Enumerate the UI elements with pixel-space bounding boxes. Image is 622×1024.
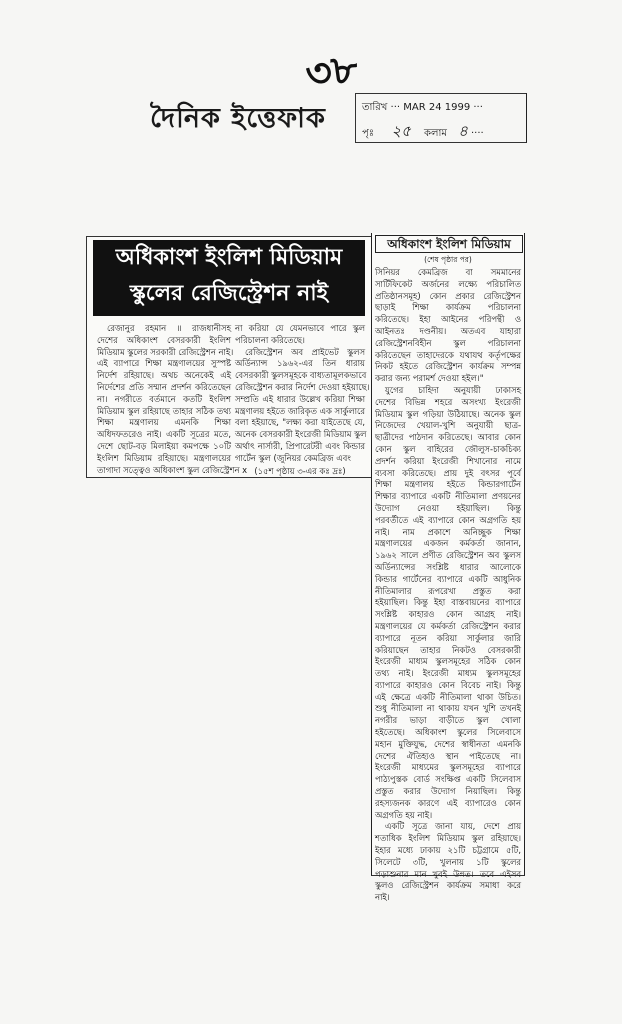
text-line: অর্থাৎ নার্সারী, প্রিপারেটরী এবং কিন্ডার — [235, 440, 365, 451]
text-line: মন্ত্রণালয়ের একজন কর্মকর্তা জানান, — [375, 538, 521, 549]
text-line: ১৯৬২ সালে প্রণীত রেজিস্ট্রেশন অব স্কুলস — [375, 550, 521, 561]
text-line: এই ব্যাপারে শিক্ষা মন্ত্রণালয়ের সুস্পষ্ট — [97, 358, 231, 369]
stamp-date-label: তারিখ — [362, 102, 388, 113]
stamp-column-value: ৪ — [458, 122, 468, 140]
stamp-page-label: পৃঃ — [362, 128, 375, 139]
continuation-heading: অধিকাংশ ইংলিশ মিডিয়াম — [375, 235, 523, 253]
text-line: এই ক্ষেত্রে একটি নীতিমালা থাকা উচিত। — [375, 691, 521, 702]
article-clipping — [86, 236, 372, 478]
text-line: করার জন্য পরামর্শ দেওয়া হইল।" — [375, 373, 484, 384]
text-line: প্রদর্শন করিয়া ইংরেজী শিখানোর নামে — [375, 455, 521, 466]
text-line: দেশের অধিকাংশ বেসরকারী ইংলিশ — [97, 334, 231, 345]
continuation-clipping — [371, 233, 525, 903]
text-line: করিতেছে। ইহা আইনের পরিপন্থী ও — [375, 314, 521, 325]
text-line: ইংরেজী মাধ্যমের স্কুলসমূহের ব্যাপারে — [375, 762, 521, 773]
stamp-date-value: MAR 24 1999 — [403, 102, 471, 113]
text-line: পাঠ্যপুস্তক বোর্ড সংক্ষিপ্ত একটি সিলেবাস — [375, 774, 521, 785]
text-line: তথ্য নাই। ইংরেজী মাধ্যম স্কুলসমূহের — [375, 668, 521, 679]
text-line: অগ্রগতি হয় নাই। — [375, 809, 433, 820]
continuation-note: (শেষ পৃষ্ঠার পর) — [424, 255, 472, 264]
text-line: রেজিস্ট্রেশনবিহীন স্কুল পরিচালনা — [375, 337, 521, 348]
text-line: নির্দেশ রহিয়াছে। অথচ অনেকেই এই — [97, 370, 231, 381]
text-line: ব্যাপারে কাহারও কোন বিবেচ নাই। কিন্তু — [375, 679, 521, 690]
text-line: কিন্ডার গার্টেনের ব্যাপারে একটি আধুনিক — [375, 573, 521, 584]
text-line: দেশের বিভিন্ন শহরে অসংখ্য ইংরেজী — [375, 396, 521, 407]
text-line: বেসরকারী স্কুলসমূহকে বাধ্যতামূলকভাবে — [235, 370, 367, 381]
text-line: উদ্যোগ নেওয়া হইয়াছিল। কিন্তু — [375, 502, 521, 513]
text-line: না করিয়া যে যেমনভাবে পারে স্কুল — [235, 323, 365, 333]
text-line: অর্ডিন্যান্সের সংশ্লিষ্ট ধারার আলোকে — [375, 561, 521, 572]
text-line: রেজিস্ট্রেশন অব প্রাইভেট স্কুলস — [245, 346, 365, 357]
jump-note: (১৫শ পৃষ্ঠায় ৩-এর কঃ দ্রঃ) — [254, 465, 346, 476]
text-line: করিয়াছেন তাহার নিকটও বেসরকারী — [375, 644, 521, 655]
text-line: অধিদফতরেও নাই। একটি সূত্রের মতে, — [97, 429, 231, 440]
text-line: আইনতঃ দণ্ডনীয়। অতএব যাহারা — [375, 325, 521, 336]
text-line: ছাড়াই শিক্ষা কার্যক্রম পরিচালনা — [375, 302, 521, 313]
text-line: প্রতিষ্ঠানসমূহ) কোন প্রকার রেজিস্ট্রেশন — [375, 290, 521, 301]
text-line: মন্ত্রণালয় হইতে জারিকৃত এক সার্কুলারে — [235, 405, 365, 416]
text-line: রেজানুর রহমান ॥ রাজধানীসহ — [107, 323, 231, 333]
text-line: একটি সূত্রে জানা যায়, দেশে প্রায় — [385, 821, 521, 832]
text-line: ব্যাপারে নূতন করিয়া সার্কুলার জারি — [375, 632, 521, 643]
text-line: সিলেটে ৩টি, খুলনায় ১টি স্কুলের — [375, 856, 521, 867]
text-line: নিজেদের খেয়াল-খুশি অনুযায়ী ছাত্র- — [375, 420, 521, 431]
text-line: কোন স্কুল বাহিরের জৌলুস-চাকচিক্য — [375, 443, 521, 454]
text-line: পড়াশুনার মান খুবই উন্নত। তবে এইসব — [375, 868, 521, 879]
text-line: শতাধিক ইংলিশ মিডিয়াম স্কুল রহিয়াছে। — [375, 833, 521, 844]
paragraph — [375, 821, 521, 904]
text-line: নগরীর ভাড়া বাড়ীতে স্কুল খোলা — [375, 715, 521, 726]
text-line: সিনিয়র কেমব্রিজ বা সমমানের — [375, 267, 521, 277]
stamp-date-row: তারিখ ··· MAR 24 1999 ··· — [362, 102, 483, 113]
text-line: ইংলিশ মিডিয়াম রহিয়াছে। মন্ত্রণালয়ের — [97, 452, 231, 463]
text-line: ইংরেজী মাধ্যম স্কুলসমূহের সঠিক কোন — [375, 656, 521, 667]
headline-line-1: অধিকাংশ ইংলিশ মিডিয়াম — [115, 245, 343, 270]
text-line: অনেক বেসরকারী ইংরেজী মিডিয়াম স্কুল — [235, 429, 367, 440]
article-headline — [93, 240, 365, 316]
text-line: ব্যবসা করিতেছে। প্রায় দুই বৎসর পূর্বে — [375, 467, 521, 478]
text-line: তাগাদা সত্ত্বেও অধিকাংশ স্কুল রেজিস্ট্রেশন x — [97, 464, 248, 475]
text-line: মন্ত্রণালয়ের যে কর্মকর্তা রেজিস্ট্রেশন করার — [375, 620, 521, 631]
text-line: ছাত্রীদের পাঠদান করিতেছে। আবার কোন — [375, 432, 521, 443]
text-line: ইহার মধ্যে ঢাকায় ২১টি চট্টগ্রামে ৫টি, — [375, 845, 521, 856]
headline-line-2: স্কুলের রেজিস্ট্রেশন নাই — [129, 281, 329, 306]
text-line: বলা হইয়াছে, "লক্ষ্য করা যাইতেছে যে, — [235, 417, 365, 428]
stamp-page-value: ২৫ — [391, 122, 411, 140]
text-line: নীতিমালার রূপরেখা প্রস্তুত করা — [375, 585, 521, 596]
text-line: মিডিয়াম স্কুল রহিয়াছে তাহার সঠিক তথ্য — [97, 405, 231, 416]
text-line: শিক্ষার ব্যাপারে একটি নীতিমালা প্রণয়নের — [375, 491, 521, 502]
text-line: সার্টিফিকেট অর্জনের লক্ষ্যে পরিচালিত — [375, 278, 521, 289]
text-line: পরিচালনা করিতেছে। — [235, 334, 305, 345]
paragraph — [97, 323, 248, 476]
text-line: নাই। নাম প্রকাশে অনিচ্ছুক শিক্ষা — [375, 526, 521, 537]
text-line: প্রস্তুত করার উদ্যোগ নিয়াছিল। কিন্তু — [375, 786, 521, 797]
text-line: রহস্যজনক কারণে এই ব্যাপারেও কোন — [375, 797, 521, 808]
clipping-date-stamp — [355, 93, 527, 143]
article-column-1 — [97, 323, 248, 476]
text-line: মিডিয়াম স্কুলের সরকারী রেজিস্ট্রেশন নাই। — [97, 346, 234, 357]
paragraph — [235, 323, 365, 347]
text-line: সংশ্লিষ্ট কাহারও কোন আগ্রহ নাই। — [375, 609, 521, 620]
article-column-2 — [235, 323, 370, 477]
paragraph — [375, 385, 521, 821]
text-line: না। নগরীতে বর্তমানে কতটি ইংলিশ — [97, 393, 231, 404]
text-line: নাই। — [375, 892, 390, 903]
paragraph — [235, 346, 370, 465]
text-line: রেজিস্ট্রেশন করার নির্দেশ দেওয়া হইয়াছে। — [235, 381, 370, 392]
text-line: গার্টেন স্কুল (জুনিয়র কেমব্রিজ এবং — [235, 452, 351, 463]
text-line: হইতেছে। অধিকাংশ স্কুলের সিলেবাসে — [375, 727, 521, 738]
text-line: হইয়াছিল। কিন্তু ইহা বাস্তবায়নের ব্যাপারে — [375, 597, 521, 608]
paragraph — [375, 267, 521, 385]
text-line: অর্ডিন্যান্স ১৯৬২-এর তিন ধারায় — [235, 358, 365, 369]
text-line: শুধু নীতিমালা না থাকায় যখন খুশি তখনই — [375, 703, 521, 714]
handwritten-folio-number: ৩৮ — [302, 44, 361, 99]
text-line: পরবর্তীতে এই ব্যাপারে কোন অগ্রগতি হয় — [375, 514, 521, 525]
text-line: নিকট হইতে রেজিস্ট্রেশন কার্যক্রম সম্পন্ন — [375, 361, 521, 372]
text-line: যুগের চাহিদা অনুযায়ী ঢাকাসহ — [385, 384, 521, 395]
text-line: দেশের ঐতিহ্যও স্থান পাইতেছে না। — [375, 750, 521, 761]
text-line: শিক্ষা মন্ত্রণালয় এমনকি শিক্ষা — [97, 417, 231, 428]
text-line: স্কুলও রেজিস্ট্রেশন কার্যক্রম সমাধা করে — [375, 880, 521, 891]
stamp-column-label: কলাম — [424, 128, 447, 139]
text-line: নির্দেশের প্রতি সম্মান প্রদর্শন করিতেছেন — [97, 381, 231, 392]
newspaper-masthead: দৈনিক ইত্তেফাক — [150, 103, 326, 134]
text-line: মিডিয়াম স্কুল গড়িয়া উঠিয়াছে। অনেক স্কুল — [375, 408, 521, 419]
stamp-page-row: পৃঃ ২৫ কলাম ৪ ···· — [362, 122, 484, 140]
continuation-column — [375, 267, 521, 904]
text-line: দেশে ছোট-বড় মিলাইয়া কমপক্ষে ১০টি — [97, 440, 231, 451]
text-line: মহান মুক্তিযুদ্ধ, দেশের স্বাধীনতা এমনকি — [375, 738, 521, 749]
text-line: সম্প্রতি এই ধারার উল্লেখ করিয়া শিক্ষা — [235, 393, 365, 404]
text-line: করিতেছেন তাহাদেরকে যথাযথ কর্তৃপক্ষের — [375, 349, 521, 360]
text-line: শিক্ষা মন্ত্রণালয় হইতে কিন্ডারগার্টেন — [375, 479, 521, 490]
